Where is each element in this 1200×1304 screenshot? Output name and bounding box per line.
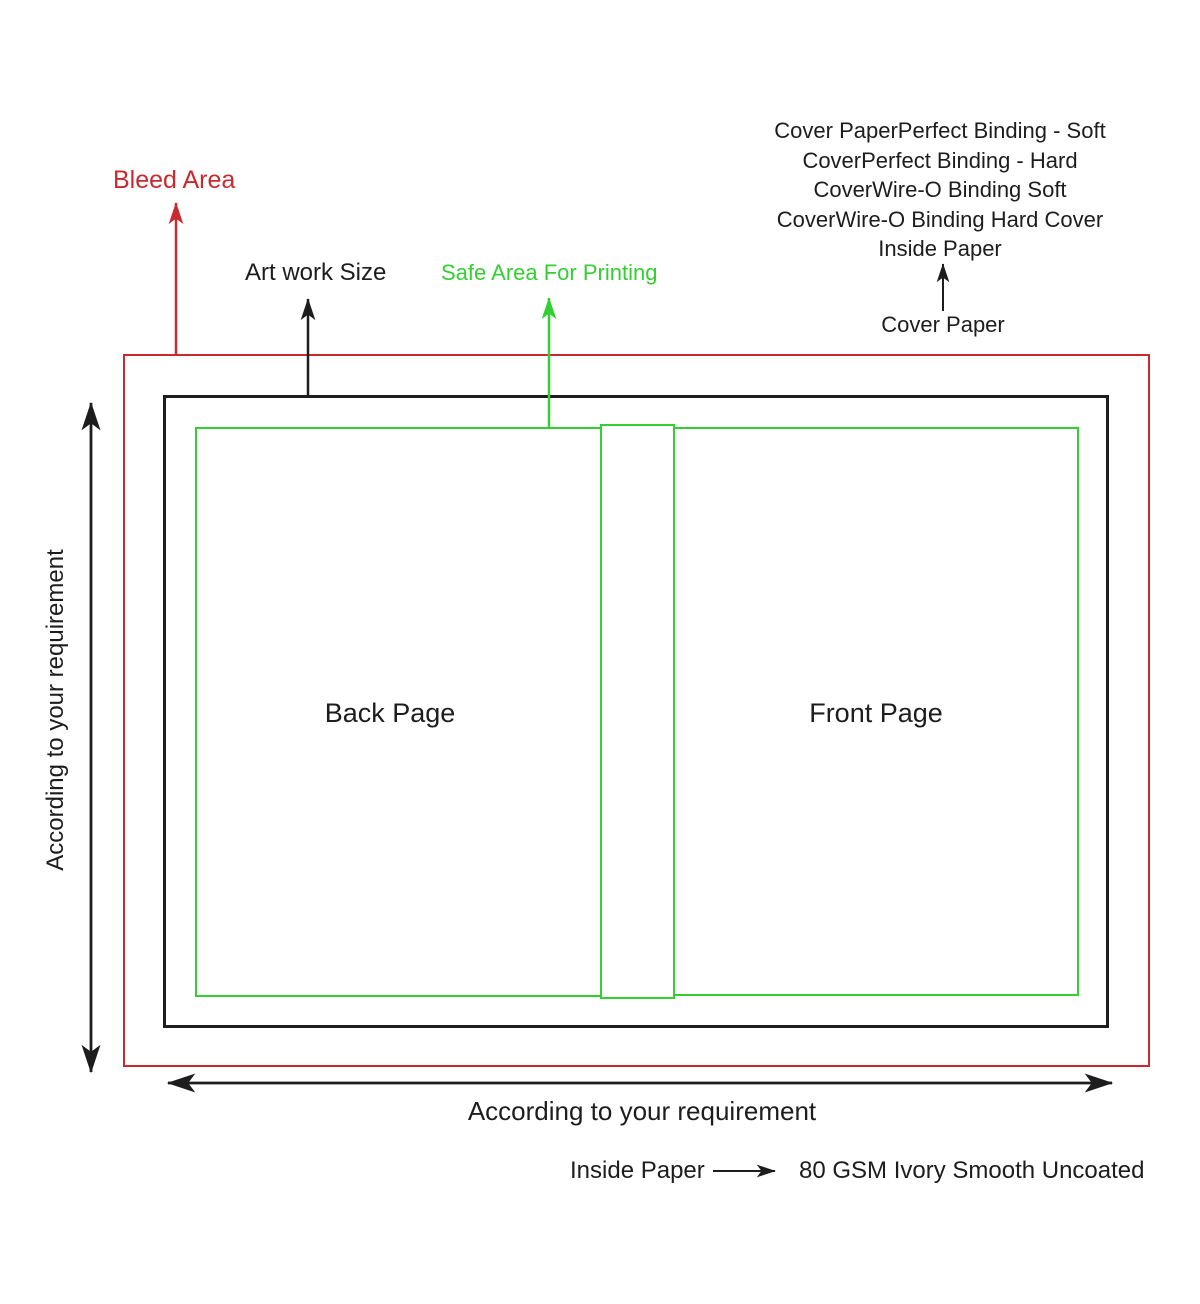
- back-page-label: Back Page: [324, 698, 456, 728]
- cover-paper-label: Cover Paper: [881, 312, 1005, 337]
- cover-option-line-3: CoverWire-O Binding Soft: [813, 177, 1067, 202]
- bleed-area-label: Bleed Area: [113, 166, 236, 194]
- inside-paper-label: Inside Paper: [570, 1157, 705, 1184]
- safe-area-label: Safe Area For Printing: [441, 260, 658, 285]
- horizontal-dimension-label: According to your requirement: [467, 1096, 817, 1126]
- cover-option-line-1: Cover PaperPerfect Binding - Soft: [774, 118, 1106, 143]
- cover-option-line-2: CoverPerfect Binding - Hard: [802, 147, 1078, 173]
- artwork-size-label: Art work Size: [245, 259, 387, 286]
- cover-option-line-4: CoverWire-O Binding Hard Cover: [776, 206, 1104, 232]
- cover-options-block: [690, 116, 1190, 264]
- vertical-dimension-label: According to your requirement: [42, 549, 69, 871]
- cover-option-line-5: Inside Paper: [878, 236, 1002, 261]
- paper-spec-label: 80 GSM Ivory Smooth Uncoated: [799, 1157, 1145, 1184]
- spine-rect: [600, 424, 675, 999]
- front-page-label: Front Page: [809, 698, 943, 728]
